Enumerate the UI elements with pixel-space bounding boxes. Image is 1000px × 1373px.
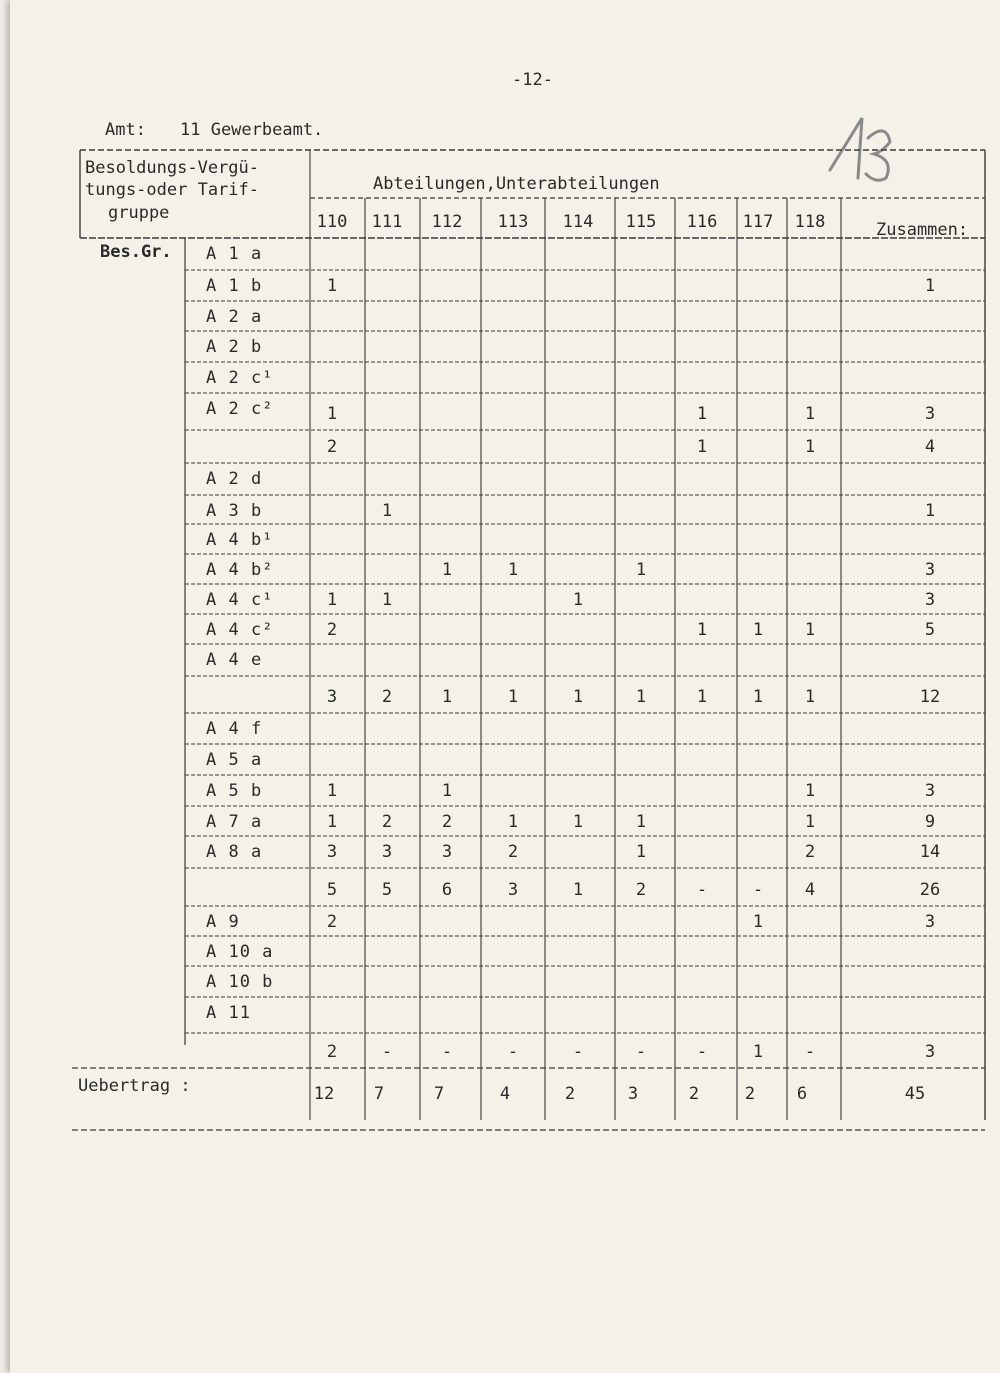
grade-label: A 3 b: [206, 501, 263, 521]
grade-label: A 2 d: [206, 469, 263, 489]
total-cell: 4: [924, 437, 936, 457]
document-page: [10, 0, 1000, 1373]
grade-label: A 8 a: [206, 842, 263, 862]
grade-label: A 1 a: [206, 244, 263, 264]
total-cell: 14: [919, 842, 941, 862]
value-cell: 1: [326, 590, 338, 610]
page-number: -12-: [512, 70, 553, 90]
value-cell: 1: [381, 501, 393, 521]
column-header: 114: [562, 212, 594, 232]
grade-label: A 1 b: [206, 276, 263, 296]
value-cell: 1: [804, 812, 816, 832]
grade-label: A 4 c²: [206, 620, 274, 640]
value-cell: 1: [635, 812, 647, 832]
value-cell: 2: [326, 912, 338, 932]
grade-label: A 2 b: [206, 337, 263, 357]
grade-label: A 11: [206, 1003, 251, 1023]
total-cell: 3: [924, 404, 936, 424]
value-cell: 1: [572, 880, 584, 900]
office-label: Amt:: [105, 120, 146, 140]
value-cell: 2: [635, 880, 647, 900]
column-header: 112: [431, 212, 463, 232]
value-cell: 1: [572, 590, 584, 610]
grade-label: A 4 e: [206, 650, 263, 670]
value-cell: 1: [804, 687, 816, 707]
value-cell: -: [635, 1042, 647, 1062]
carryover-cell: 12: [313, 1084, 335, 1104]
value-cell: 1: [381, 590, 393, 610]
total-cell: 3: [924, 912, 936, 932]
column-header: 113: [497, 212, 529, 232]
carryover-cell: 2: [688, 1084, 700, 1104]
category-label: Bes.Gr.: [100, 242, 172, 262]
value-cell: 2: [326, 437, 338, 457]
grade-label: A 10 b: [206, 972, 274, 992]
value-cell: -: [696, 880, 708, 900]
total-cell: 12: [919, 687, 941, 707]
grade-label: A 4 f: [206, 719, 263, 739]
group-header-line: tungs-oder Tarif-: [85, 180, 259, 200]
value-cell: 3: [507, 880, 519, 900]
value-cell: -: [381, 1042, 393, 1062]
value-cell: 1: [326, 276, 338, 296]
grade-label: A 4 b²: [206, 560, 274, 580]
value-cell: 1: [441, 560, 453, 580]
carryover-total: 45: [904, 1084, 926, 1104]
value-cell: 1: [507, 687, 519, 707]
value-cell: 1: [696, 437, 708, 457]
value-cell: 1: [752, 912, 764, 932]
carryover-cell: 7: [373, 1084, 385, 1104]
value-cell: 2: [804, 842, 816, 862]
value-cell: 1: [804, 437, 816, 457]
value-cell: -: [572, 1042, 584, 1062]
departments-header: Abteilungen,Unterabteilungen: [373, 174, 660, 194]
value-cell: 1: [441, 781, 453, 801]
value-cell: 1: [441, 687, 453, 707]
carryover-cell: 7: [433, 1084, 445, 1104]
column-header: 111: [371, 212, 403, 232]
grade-label: A 9: [206, 912, 240, 932]
value-cell: -: [752, 880, 764, 900]
value-cell: 1: [572, 812, 584, 832]
value-cell: 1: [635, 842, 647, 862]
value-cell: 1: [507, 560, 519, 580]
value-cell: 1: [752, 687, 764, 707]
value-cell: 1: [804, 620, 816, 640]
value-cell: 3: [441, 842, 453, 862]
total-cell: 3: [924, 590, 936, 610]
value-cell: -: [441, 1042, 453, 1062]
value-cell: 2: [381, 812, 393, 832]
value-cell: 1: [696, 687, 708, 707]
value-cell: 1: [326, 781, 338, 801]
value-cell: 1: [752, 620, 764, 640]
total-cell: 3: [924, 1042, 936, 1062]
grade-label: A 2 c²: [206, 399, 274, 419]
column-header: 117: [742, 212, 774, 232]
carryover-label: Uebertrag :: [78, 1076, 191, 1096]
value-cell: 1: [507, 812, 519, 832]
grade-label: A 2 c¹: [206, 368, 274, 388]
column-header: 115: [625, 212, 657, 232]
value-cell: -: [804, 1042, 816, 1062]
value-cell: 5: [381, 880, 393, 900]
value-cell: 6: [441, 880, 453, 900]
value-cell: 3: [381, 842, 393, 862]
grade-label: A 2 a: [206, 307, 263, 327]
value-cell: 4: [804, 880, 816, 900]
total-cell: 3: [924, 781, 936, 801]
value-cell: -: [507, 1042, 519, 1062]
group-header-line: Besoldungs-Vergü-: [85, 158, 259, 178]
value-cell: 1: [696, 404, 708, 424]
total-cell: 5: [924, 620, 936, 640]
grade-label: A 10 a: [206, 942, 274, 962]
value-cell: 1: [326, 812, 338, 832]
value-cell: 2: [326, 620, 338, 640]
column-header: 110: [316, 212, 348, 232]
value-cell: 1: [572, 687, 584, 707]
value-cell: 1: [635, 687, 647, 707]
carryover-cell: 4: [499, 1084, 511, 1104]
value-cell: 2: [381, 687, 393, 707]
total-cell: 26: [919, 880, 941, 900]
grade-label: A 7 a: [206, 812, 263, 832]
value-cell: 1: [635, 560, 647, 580]
value-cell: 3: [326, 842, 338, 862]
value-cell: -: [696, 1042, 708, 1062]
value-cell: 2: [441, 812, 453, 832]
value-cell: 1: [804, 781, 816, 801]
group-header-line: gruppe: [108, 203, 170, 223]
carryover-cell: 2: [564, 1084, 576, 1104]
grade-label: A 5 a: [206, 750, 263, 770]
total-cell: 9: [924, 812, 936, 832]
value-cell: 1: [752, 1042, 764, 1062]
value-cell: 2: [326, 1042, 338, 1062]
column-header-total: Zusammen:: [876, 220, 969, 240]
grade-label: A 4 c¹: [206, 590, 274, 610]
value-cell: 3: [326, 687, 338, 707]
value-cell: 1: [804, 404, 816, 424]
column-header: 116: [686, 212, 718, 232]
carryover-cell: 3: [627, 1084, 639, 1104]
column-header: 118: [794, 212, 826, 232]
value-cell: 2: [507, 842, 519, 862]
office-name: 11 Gewerbeamt.: [180, 120, 324, 140]
value-cell: 1: [696, 620, 708, 640]
total-cell: 1: [924, 276, 936, 296]
value-cell: 1: [326, 404, 338, 424]
total-cell: 3: [924, 560, 936, 580]
grade-label: A 4 b¹: [206, 530, 274, 550]
value-cell: 5: [326, 880, 338, 900]
grade-label: A 5 b: [206, 781, 263, 801]
carryover-cell: 2: [744, 1084, 756, 1104]
carryover-cell: 6: [796, 1084, 808, 1104]
total-cell: 1: [924, 501, 936, 521]
